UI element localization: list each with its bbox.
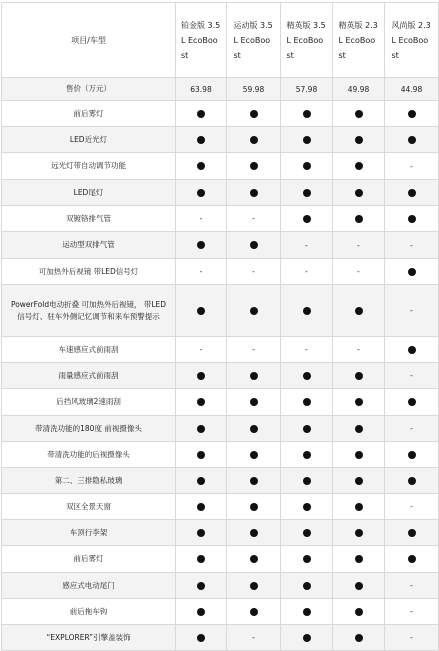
standard-dot-icon [250, 477, 258, 485]
availability-cell [227, 101, 281, 127]
availability-cell [281, 442, 333, 468]
table-row [2, 180, 439, 206]
availability-cell [227, 442, 281, 468]
standard-dot-icon [408, 189, 416, 197]
standard-dot-icon [197, 136, 205, 144]
standard-dot-icon [250, 529, 258, 537]
availability-cell [227, 153, 281, 180]
standard-dot-icon [197, 451, 205, 459]
standard-dot-icon [408, 346, 416, 354]
table-row [2, 442, 439, 468]
feature-label: 远光灯带自动调节功能 [2, 153, 176, 180]
standard-dot-icon [303, 372, 311, 380]
availability-cell [333, 442, 385, 468]
table-row [2, 285, 439, 337]
not-available-dash: - [305, 267, 308, 276]
table-row [2, 520, 439, 546]
availability-cell [385, 494, 439, 520]
availability-cell [227, 468, 281, 494]
not-available-dash: - [199, 267, 203, 276]
header-row [2, 3, 439, 78]
feature-label: 带清洗功能的180度 前视摄像头 [2, 416, 176, 442]
availability-cell [385, 206, 439, 232]
standard-dot-icon [197, 503, 205, 511]
feature-label: 前后雾灯 [2, 101, 176, 127]
standard-dot-icon [197, 529, 205, 537]
spec-table [1, 2, 439, 651]
availability-cell [333, 416, 385, 442]
availability-cell [281, 520, 333, 546]
availability-cell [385, 442, 439, 468]
availability-cell [227, 180, 281, 206]
feature-label: LED近光灯 [2, 127, 176, 153]
table-row [2, 468, 439, 494]
column-header: 精英版 2.3L EcoBoost [333, 3, 385, 78]
availability-cell [227, 389, 281, 416]
not-available-dash: - [357, 267, 360, 276]
standard-dot-icon [303, 189, 311, 197]
not-available-dash: - [305, 240, 308, 250]
availability-cell [176, 101, 227, 127]
availability-cell [333, 337, 385, 363]
feature-label: 运动型双排气管 [2, 232, 176, 259]
standard-dot-icon [197, 372, 205, 380]
feature-label: LED尾灯 [2, 180, 176, 206]
availability-cell [281, 494, 333, 520]
standard-dot-icon [303, 398, 311, 406]
table-row [2, 206, 439, 232]
table-row [2, 389, 439, 416]
availability-cell [176, 389, 227, 416]
not-available-dash: - [357, 240, 360, 250]
availability-cell [281, 546, 333, 573]
table-row [2, 337, 439, 363]
standard-dot-icon [303, 634, 311, 642]
standard-dot-icon [303, 477, 311, 485]
standard-dot-icon [250, 136, 258, 144]
table-row [2, 625, 439, 651]
standard-dot-icon [355, 372, 363, 380]
standard-dot-icon [250, 372, 258, 380]
not-available-dash: - [410, 371, 413, 380]
standard-dot-icon [250, 425, 258, 433]
table-row [2, 599, 439, 625]
availability-cell [176, 206, 227, 232]
availability-cell [176, 494, 227, 520]
standard-dot-icon [408, 451, 416, 459]
feature-label: 后挡风玻璃2速雨刮 [2, 389, 176, 416]
table-row [2, 153, 439, 180]
standard-dot-icon [250, 241, 258, 249]
not-available-dash: - [252, 214, 255, 223]
availability-cell [385, 285, 439, 337]
feature-label: 可加热外后视镜 带LED信号灯 [2, 259, 176, 285]
not-available-dash: - [410, 306, 413, 315]
standard-dot-icon [408, 477, 416, 485]
standard-dot-icon [408, 529, 416, 537]
availability-cell [176, 546, 227, 573]
availability-cell [227, 285, 281, 337]
availability-cell [333, 232, 385, 259]
standard-dot-icon [303, 555, 311, 563]
feature-label: 车顶行李架 [2, 520, 176, 546]
availability-cell [333, 468, 385, 494]
availability-cell [176, 599, 227, 625]
availability-cell [281, 206, 333, 232]
price-cell: 49.98 [333, 78, 385, 101]
availability-cell [385, 546, 439, 573]
standard-dot-icon [197, 189, 205, 197]
availability-cell [227, 232, 281, 259]
price-label: 售价（万元） [2, 78, 176, 101]
availability-cell [333, 520, 385, 546]
availability-cell [385, 416, 439, 442]
availability-cell [385, 573, 439, 599]
availability-cell [333, 389, 385, 416]
table-row [2, 416, 439, 442]
standard-dot-icon [250, 307, 258, 315]
standard-dot-icon [355, 451, 363, 459]
price-cell: 57.98 [281, 78, 333, 101]
availability-cell [176, 625, 227, 651]
feature-label: 前后拖车钩 [2, 599, 176, 625]
standard-dot-icon [250, 162, 258, 170]
standard-dot-icon [303, 582, 311, 590]
feature-label: 双镀铬排气管 [2, 206, 176, 232]
table-row [2, 127, 439, 153]
standard-dot-icon [197, 110, 205, 118]
availability-cell [385, 599, 439, 625]
availability-cell [333, 285, 385, 337]
availability-cell [333, 259, 385, 285]
standard-dot-icon [197, 608, 205, 616]
standard-dot-icon [303, 451, 311, 459]
availability-cell [385, 625, 439, 651]
not-available-dash: - [252, 345, 255, 354]
standard-dot-icon [408, 215, 416, 223]
standard-dot-icon [303, 503, 311, 511]
availability-cell [176, 127, 227, 153]
standard-dot-icon [355, 189, 363, 197]
availability-cell [281, 337, 333, 363]
column-header: 铂金版 3.5L EcoBoost [176, 3, 227, 78]
feature-label: 带清洗功能的后视摄像头 [2, 442, 176, 468]
availability-cell [333, 101, 385, 127]
availability-cell [281, 389, 333, 416]
not-available-dash: - [357, 345, 360, 354]
availability-cell [227, 494, 281, 520]
standard-dot-icon [250, 608, 258, 616]
standard-dot-icon [355, 555, 363, 563]
availability-cell [281, 363, 333, 389]
availability-cell [227, 127, 281, 153]
availability-cell [281, 416, 333, 442]
availability-cell [281, 101, 333, 127]
standard-dot-icon [197, 425, 205, 433]
column-header: 精英版 3.5L EcoBoost [281, 3, 333, 78]
standard-dot-icon [408, 555, 416, 563]
not-available-dash: - [199, 214, 203, 223]
availability-cell [176, 442, 227, 468]
feature-label: 双区全景天窗 [2, 494, 176, 520]
availability-cell [227, 416, 281, 442]
availability-cell [333, 180, 385, 206]
availability-cell [176, 285, 227, 337]
availability-cell [333, 494, 385, 520]
table-row [2, 494, 439, 520]
availability-cell [385, 101, 439, 127]
availability-cell [281, 127, 333, 153]
availability-cell [176, 259, 227, 285]
availability-cell [385, 127, 439, 153]
standard-dot-icon [355, 162, 363, 170]
standard-dot-icon [355, 215, 363, 223]
standard-dot-icon [303, 215, 311, 223]
not-available-dash: - [410, 581, 413, 590]
feature-label: 第二、三排隐私玻璃 [2, 468, 176, 494]
table-row [2, 363, 439, 389]
standard-dot-icon [197, 241, 205, 249]
table-row [2, 573, 439, 599]
availability-cell [333, 546, 385, 573]
availability-cell [385, 232, 439, 259]
feature-label: “EXPLORER”引擎盖装饰 [2, 625, 176, 651]
standard-dot-icon [197, 634, 205, 642]
not-available-dash: - [410, 424, 413, 433]
not-available-dash: - [410, 633, 413, 642]
standard-dot-icon [355, 608, 363, 616]
standard-dot-icon [250, 503, 258, 511]
availability-cell [281, 468, 333, 494]
column-header: 运动版 3.5L EcoBoost [227, 3, 281, 78]
feature-label: 车速感应式前雨刮 [2, 337, 176, 363]
standard-dot-icon [303, 136, 311, 144]
availability-cell [385, 520, 439, 546]
availability-cell [227, 363, 281, 389]
standard-dot-icon [197, 555, 205, 563]
table-row [2, 101, 439, 127]
standard-dot-icon [355, 307, 363, 315]
not-available-dash: - [410, 240, 413, 250]
standard-dot-icon [250, 110, 258, 118]
not-available-dash: - [305, 345, 308, 354]
standard-dot-icon [250, 582, 258, 590]
not-available-dash: - [252, 633, 255, 642]
availability-cell [227, 573, 281, 599]
availability-cell [333, 127, 385, 153]
price-cell: 44.98 [385, 78, 439, 101]
not-available-dash: - [410, 607, 413, 616]
availability-cell [281, 285, 333, 337]
availability-cell [176, 232, 227, 259]
availability-cell [281, 232, 333, 259]
availability-cell [227, 259, 281, 285]
availability-cell [176, 573, 227, 599]
standard-dot-icon [303, 162, 311, 170]
availability-cell [176, 468, 227, 494]
price-row [2, 78, 439, 101]
availability-cell [176, 363, 227, 389]
standard-dot-icon [197, 477, 205, 485]
availability-cell [333, 573, 385, 599]
standard-dot-icon [303, 425, 311, 433]
availability-cell [227, 546, 281, 573]
standard-dot-icon [303, 608, 311, 616]
standard-dot-icon [197, 582, 205, 590]
standard-dot-icon [355, 398, 363, 406]
availability-cell [385, 153, 439, 180]
feature-label: 雨量感应式前雨刮 [2, 363, 176, 389]
standard-dot-icon [197, 307, 205, 315]
availability-cell [176, 153, 227, 180]
availability-cell [176, 520, 227, 546]
not-available-dash: - [252, 267, 255, 276]
not-available-dash: - [410, 161, 413, 171]
standard-dot-icon [303, 307, 311, 315]
availability-cell [385, 468, 439, 494]
availability-cell [333, 153, 385, 180]
availability-cell [281, 625, 333, 651]
standard-dot-icon [408, 136, 416, 144]
table-row [2, 259, 439, 285]
availability-cell [385, 363, 439, 389]
price-cell: 59.98 [227, 78, 281, 101]
availability-cell [227, 599, 281, 625]
availability-cell [281, 599, 333, 625]
availability-cell [333, 363, 385, 389]
standard-dot-icon [250, 451, 258, 459]
availability-cell [281, 573, 333, 599]
availability-cell [176, 180, 227, 206]
table-row [2, 232, 439, 259]
standard-dot-icon [408, 110, 416, 118]
standard-dot-icon [355, 582, 363, 590]
availability-cell [333, 599, 385, 625]
standard-dot-icon [355, 136, 363, 144]
standard-dot-icon [408, 398, 416, 406]
standard-dot-icon [197, 398, 205, 406]
availability-cell [333, 625, 385, 651]
standard-dot-icon [355, 634, 363, 642]
availability-cell [385, 389, 439, 416]
standard-dot-icon [355, 477, 363, 485]
standard-dot-icon [303, 110, 311, 118]
not-available-dash: - [199, 345, 203, 354]
standard-dot-icon [355, 529, 363, 537]
standard-dot-icon [355, 110, 363, 118]
availability-cell [333, 206, 385, 232]
standard-dot-icon [408, 268, 416, 276]
feature-label: PowerFold电动折叠 可加热外后视镜， 带LED信号灯、驻车外侧记忆调节和来车预警提示 [2, 285, 176, 337]
standard-dot-icon [355, 503, 363, 511]
feature-label: 前后雾灯 [2, 546, 176, 573]
availability-cell [176, 337, 227, 363]
corner-header: 项目/车型 [2, 3, 176, 78]
table-row [2, 546, 439, 573]
availability-cell [281, 180, 333, 206]
availability-cell [385, 337, 439, 363]
availability-cell [227, 625, 281, 651]
column-header: 风尚版 2.3L EcoBoost [385, 3, 439, 78]
standard-dot-icon [303, 529, 311, 537]
standard-dot-icon [250, 189, 258, 197]
availability-cell [281, 259, 333, 285]
standard-dot-icon [355, 425, 363, 433]
availability-cell [281, 153, 333, 180]
price-cell: 63.98 [176, 78, 227, 101]
standard-dot-icon [197, 162, 205, 170]
not-available-dash: - [410, 502, 413, 511]
standard-dot-icon [250, 398, 258, 406]
availability-cell [227, 206, 281, 232]
feature-label: 感应式电动尾门 [2, 573, 176, 599]
availability-cell [227, 520, 281, 546]
availability-cell [385, 180, 439, 206]
availability-cell [176, 416, 227, 442]
availability-cell [227, 337, 281, 363]
availability-cell [385, 259, 439, 285]
standard-dot-icon [250, 555, 258, 563]
